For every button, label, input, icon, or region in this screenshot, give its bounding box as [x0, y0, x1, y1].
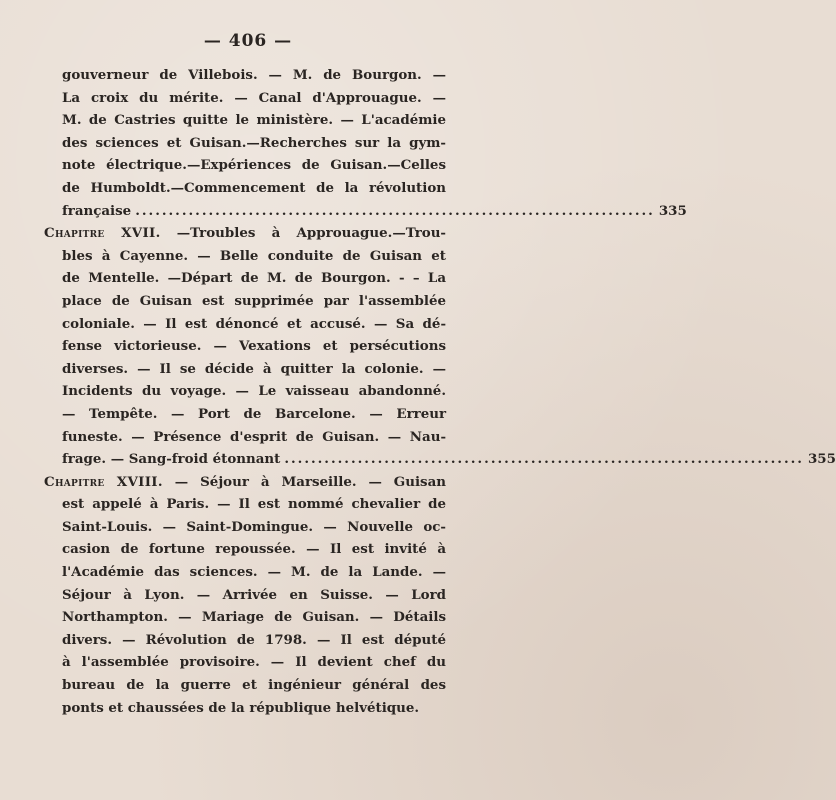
toc-line: place de Guisan est supprimée par l'assemblée [62, 292, 446, 309]
toc-line: diverses. — Il se décide à quitter la colonie. — [62, 360, 446, 377]
dot-leader: .............................................................................. [284, 451, 804, 468]
toc-line: coloniale. — Il est dénoncé et accusé. — Sa dé- [62, 315, 446, 332]
toc-line: La croix du mérite. — Canal d'Approuague. — [62, 89, 446, 106]
toc-line-text: — Séjour à Marseille. — Guisan [162, 473, 446, 490]
toc-line: de Mentelle. —Départ de M. de Bourgon. - – La [62, 270, 446, 287]
toc-line: casion de fortune repoussée. — Il est invité à [62, 541, 446, 558]
toc-line: à l'assemblée provisoire. — Il devient chef du [62, 654, 446, 671]
toc-line: bles à Cayenne. — Belle conduite de Guisan et [62, 247, 446, 264]
table-of-contents [44, 64, 836, 719]
toc-line: Séjour à Lyon. — Arrivée en Suisse. — Lord [62, 586, 446, 603]
toc-line: de Humboldt.—Commencement de la révolution [62, 179, 446, 196]
toc-entry-chapter-xviii [44, 471, 446, 720]
toc-line: Saint-Louis. — Saint-Domingue. — Nouvelle oc- [62, 518, 446, 535]
toc-line: est appelé à Paris. — Il est nommé chevalier de [62, 496, 446, 513]
toc-line-last: ponts et chaussées de la république helvétique. [62, 699, 420, 716]
toc-line: fense victorieuse. — Vexations et persécutions [62, 338, 446, 355]
toc-line: bureau de la guerre et ingénieur général des [62, 677, 446, 694]
toc-line: Northampton. — Mariage de Guisan. — Détails [62, 609, 446, 626]
toc-line: — Tempête. — Port de Barcelone. — Erreur [62, 405, 446, 422]
toc-line: l'Académie das sciences. — M. de la Lande. — [62, 564, 446, 581]
toc-line: M. de Castries quitte le ministère. — L'académie [62, 112, 446, 129]
chapter-heading: Chapitre XVIII. [44, 473, 163, 490]
toc-line: note électrique.—Expériences de Guisan.—Celles [62, 157, 446, 174]
toc-line: funeste. — Présence d'esprit de Guisan. — Nau- [62, 428, 446, 445]
chapter-heading: Chapitre XVII. [44, 225, 161, 242]
toc-line [44, 222, 446, 245]
toc-entry-chapter-xvi [44, 64, 687, 222]
toc-line: divers. — Révolution de 1798. — Il est député [62, 631, 446, 648]
toc-page-ref: 355 [807, 451, 836, 468]
toc-line [44, 471, 446, 494]
toc-entry-chapter-xvii [44, 222, 836, 471]
page-number: — 406 — [203, 31, 293, 51]
toc-line-last [44, 200, 687, 223]
toc-line: Incidents du voyage. — Le vaisseau abandonné. [62, 383, 446, 400]
dot-leader: .............................................................................. [135, 202, 655, 219]
toc-line-text: frage. — Sang-froid étonnant [62, 451, 281, 468]
toc-line-text: française [62, 202, 132, 219]
toc-line-last [44, 448, 836, 471]
toc-page-ref: 335 [658, 202, 687, 219]
toc-line: des sciences et Guisan.—Recherches sur la gym- [62, 134, 446, 151]
toc-line: gouverneur de Villebois. — M. de Bourgon. — [62, 67, 446, 83]
toc-line-text: —Troubles à Approuague.—Trou- [160, 225, 446, 242]
